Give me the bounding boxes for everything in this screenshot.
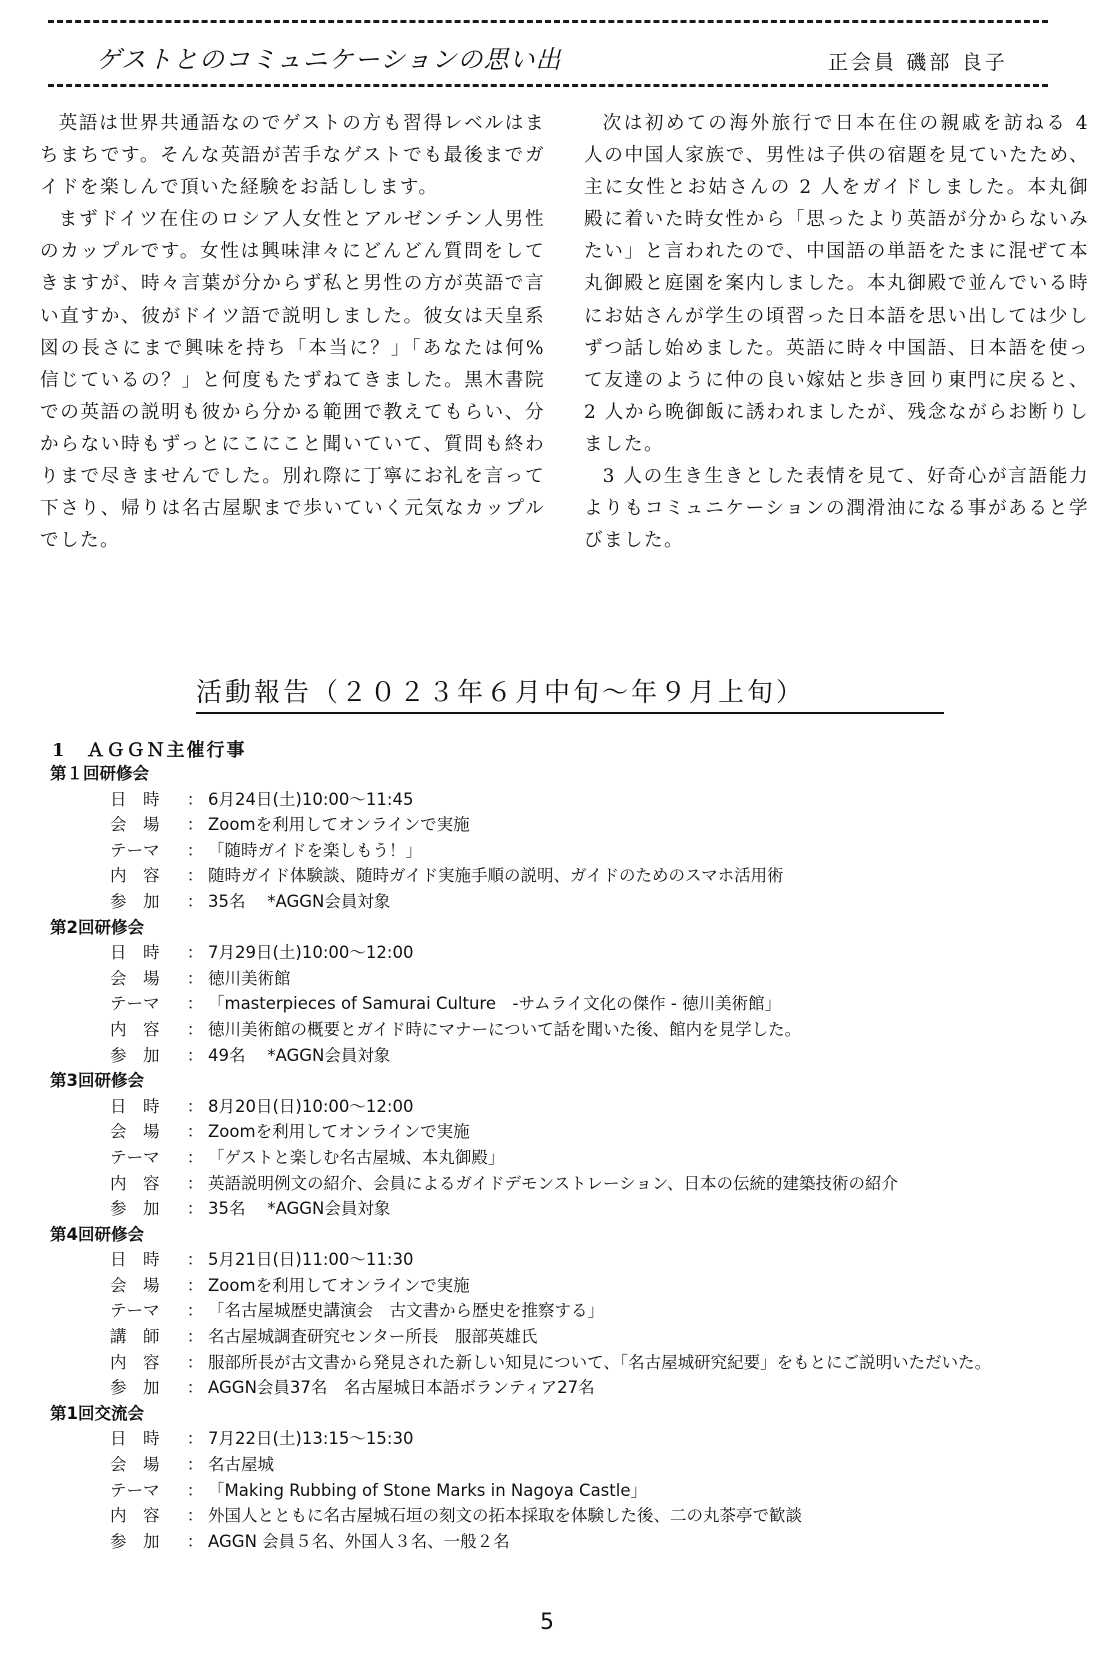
detail-label: 内 容 [110, 1173, 160, 1193]
detail-separator: ： [186, 1173, 204, 1193]
detail-value: 外国人とともに名古屋城石垣の刻文の拓本採取を体験した後、二の丸茶亭で歓談 [208, 1506, 802, 1526]
detail-label: テーマ [110, 1480, 160, 1500]
event-detail-row [50, 1350, 1060, 1376]
detail-value: AGGN会員37名 名古屋城日本語ボランティア27名 [208, 1378, 595, 1398]
detail-value: 徳川美術館の概要とガイド時にマナーについて話を聞いた後、館内を見学した。 [208, 1019, 802, 1039]
detail-separator: ： [186, 1352, 204, 1372]
event-detail-row [50, 1094, 1060, 1120]
detail-separator: ： [186, 1429, 204, 1449]
event-detail-row [50, 1145, 1060, 1171]
detail-label: 会 場 [110, 1275, 160, 1295]
detail-label: 内 容 [110, 1019, 160, 1039]
detail-separator: ： [186, 1480, 204, 1500]
detail-label: テーマ [110, 994, 160, 1014]
detail-value: 35名 *AGGN会員対象 [208, 891, 391, 911]
detail-value: Zoomを利用してオンラインで実施 [208, 1122, 470, 1142]
detail-separator: ： [186, 1378, 204, 1398]
detail-label: 参 加 [110, 1199, 160, 1219]
detail-value: 徳川美術館 [208, 968, 291, 988]
event-detail-row [50, 1196, 1060, 1222]
event-detail-row [50, 1375, 1060, 1401]
detail-separator: ： [186, 1506, 204, 1526]
event-title: 第2回研修会 [50, 917, 144, 937]
event-detail-row [50, 1529, 1060, 1555]
detail-value: 7月29日(土)10:00～12:00 [208, 943, 414, 963]
detail-separator: ： [186, 994, 204, 1014]
event-detail-row [50, 787, 1060, 813]
detail-value: 「名古屋城歴史講演会 古文書から歴史を推察する」 [208, 1301, 604, 1321]
article-column-right [584, 108, 1089, 557]
detail-separator: ： [186, 1327, 204, 1347]
detail-value: 6月24日(土)10:00～11:45 [208, 789, 414, 809]
detail-label: 参 加 [110, 1378, 160, 1398]
event-detail-row [50, 1119, 1060, 1145]
article-paragraph: まずドイツ在住のロシア人女性とアルゼンチン人男性のカップルです。女性は興味津々にどんどん質問をしてきますが、時々言葉が分からず私と男性の方が英語で言い直すか、彼がドイツ語で説明しました。彼女は天皇系図の長さにまで興味を持ち「本当に？」「あなたは何%信じているの？」と何度もたずねてきました。黒木書院での英語の説明も彼から分かる範囲で教えてもらい、分からない時もずっとにこにこと聞いていて、質問も終わりまで尽きませんでした。別れ際に丁寧にお礼を言って下さり、帰りは名古屋駅まで歩いていく元気なカップルでした。 [40, 209, 545, 552]
detail-value: 8月20日(日)10:00～12:00 [208, 1096, 414, 1116]
detail-label: テーマ [110, 1301, 160, 1321]
detail-label: 会 場 [110, 968, 160, 988]
header-divider-bottom [48, 84, 1048, 87]
event-block [50, 1222, 1060, 1401]
detail-value: 49名 *AGGN会員対象 [208, 1045, 391, 1065]
event-detail-row [50, 1017, 1060, 1043]
detail-value: 7月22日(土)13:15～15:30 [208, 1429, 414, 1449]
detail-label: 日 時 [110, 943, 160, 963]
detail-separator: ： [186, 1019, 204, 1039]
detail-separator: ： [186, 1301, 204, 1321]
header-divider-top [48, 20, 1048, 23]
event-detail-row [50, 940, 1060, 966]
event-detail-row [50, 1171, 1060, 1197]
detail-separator: ： [186, 968, 204, 988]
detail-label: 日 時 [110, 1096, 160, 1116]
detail-separator: ： [186, 1045, 204, 1065]
event-detail-row [50, 838, 1060, 864]
event-block [50, 1068, 1060, 1222]
detail-label: 会 場 [110, 1122, 160, 1142]
event-detail-row [50, 1452, 1060, 1478]
detail-label: 内 容 [110, 1506, 160, 1526]
detail-value: Zoomを利用してオンラインで実施 [208, 1275, 470, 1295]
detail-separator: ： [186, 1275, 204, 1295]
detail-value: 5月21日(日)11:00～11:30 [208, 1250, 414, 1270]
detail-separator: ： [186, 1455, 204, 1475]
detail-separator: ： [186, 891, 204, 911]
detail-label: テーマ [110, 1147, 160, 1167]
article-paragraph: 英語は世界共通語なのでゲストの方も習得レベルはまちまちです。そんな英語が苦手なゲストでも最後までガイドを楽しんで頂いた経験をお話しします。 [40, 113, 545, 199]
detail-label: 講 師 [110, 1327, 160, 1347]
article-author: 正会員 磯部 良子 [828, 50, 1008, 74]
event-title: 第１回研修会 [50, 764, 149, 783]
detail-separator: ： [186, 789, 204, 809]
detail-value: AGGN 会員５名、外国人３名、一般２名 [208, 1531, 510, 1551]
event-detail-row [50, 1324, 1060, 1350]
event-title: 第1回交流会 [50, 1403, 144, 1423]
detail-value: 服部所長が古文書から発見された新しい知見について、「名古屋城研究紀要」をもとにご説明いただいた。 [208, 1352, 992, 1372]
event-detail-row [50, 1298, 1060, 1324]
detail-label: 参 加 [110, 891, 160, 911]
event-title: 第4回研修会 [50, 1224, 144, 1244]
detail-label: 会 場 [110, 1455, 160, 1475]
detail-separator: ： [186, 1096, 204, 1116]
detail-value: 35名 *AGGN会員対象 [208, 1199, 391, 1219]
detail-separator: ： [186, 840, 204, 860]
detail-separator: ： [186, 1199, 204, 1219]
detail-label: テーマ [110, 840, 160, 860]
detail-label: 参 加 [110, 1045, 160, 1065]
detail-value: 「随時ガイドを楽しもう！」 [208, 840, 423, 860]
detail-value: 随時ガイド体験談、随時ガイド実施手順の説明、ガイドのためのスマホ活用術 [208, 866, 784, 886]
event-list [50, 761, 1060, 1554]
article-column-left [40, 108, 545, 557]
detail-label: 日 時 [110, 1429, 160, 1449]
detail-separator: ： [186, 1147, 204, 1167]
detail-value: 名古屋城 [208, 1455, 274, 1475]
event-detail-row [50, 812, 1060, 838]
detail-separator: ： [186, 866, 204, 886]
event-block [50, 761, 1060, 915]
event-block [50, 1401, 1060, 1555]
detail-label: 内 容 [110, 1352, 160, 1372]
article-paragraph: 次は初めての海外旅行で日本在住の親戚を訪ねる 4 人の中国人家族で、男性は子供の宿題を見ていたため、主に女性とお姑さんの 2 人をガイドしました。本丸御殿に着いた時女性から「思ったより英語が分からないみたい」と言われたので、中国語の単語をたまに混ぜて本丸御殿と庭園を案内しました。本丸御殿で並んでいる時にお姑さんが学生の頃習った日本語を思い出しては少しずつ話し始めました。英語に時々中国語、日本語を使って友達のように仲の良い嫁姑と歩き回り東門に戻ると、2 人から晩御飯に誘われましたが、残念ながらお断りしました。 [584, 113, 1089, 455]
detail-label: 内 容 [110, 866, 160, 886]
event-detail-row [50, 1426, 1060, 1452]
event-title: 第3回研修会 [50, 1071, 144, 1091]
event-detail-row [50, 966, 1060, 992]
detail-separator: ： [186, 1122, 204, 1142]
page-number: 5 [540, 1610, 554, 1635]
event-detail-row [50, 1247, 1060, 1273]
detail-separator: ： [186, 815, 204, 835]
detail-value: Zoomを利用してオンラインで実施 [208, 815, 470, 835]
detail-value: 「masterpieces of Samurai Culture -サムライ文化の傑作 - 徳川美術館」 [208, 994, 782, 1014]
event-detail-row [50, 1503, 1060, 1529]
event-detail-row [50, 991, 1060, 1017]
detail-value: 英語説明例文の紹介、会員によるガイドデモンストレーション、日本の伝統的建築技術の紹介 [208, 1173, 899, 1193]
event-block [50, 915, 1060, 1069]
event-detail-row [50, 1273, 1060, 1299]
detail-label: 会 場 [110, 815, 160, 835]
detail-label: 日 時 [110, 789, 160, 809]
article-title: ゲストとのコミュニケーションの思い出 [96, 45, 562, 74]
detail-value: 名古屋城調査研究センター所長 服部英雄氏 [208, 1327, 538, 1347]
detail-value: 「ゲストと楽しむ名古屋城、本丸御殿」 [208, 1147, 505, 1167]
detail-label: 参 加 [110, 1531, 160, 1551]
report-title: 活動報告（２０２３年６月中旬～年９月上旬） [196, 678, 806, 708]
detail-value: 「Making Rubbing of Stone Marks in Nagoya Castle」 [208, 1480, 647, 1500]
detail-separator: ： [186, 943, 204, 963]
section-heading: 1 ＡＧＧＮ主催行事 [52, 740, 247, 761]
report-title-underline [196, 712, 944, 714]
detail-separator: ： [186, 1531, 204, 1551]
event-detail-row [50, 1043, 1060, 1069]
article-paragraph: 3 人の生き生きとした表情を見て、好奇心が言語能力よりもコミュニケーションの潤滑油になる事があると学びました。 [584, 466, 1089, 552]
detail-label: 日 時 [110, 1250, 160, 1270]
event-detail-row [50, 1478, 1060, 1504]
event-detail-row [50, 889, 1060, 915]
event-detail-row [50, 863, 1060, 889]
detail-separator: ： [186, 1250, 204, 1270]
